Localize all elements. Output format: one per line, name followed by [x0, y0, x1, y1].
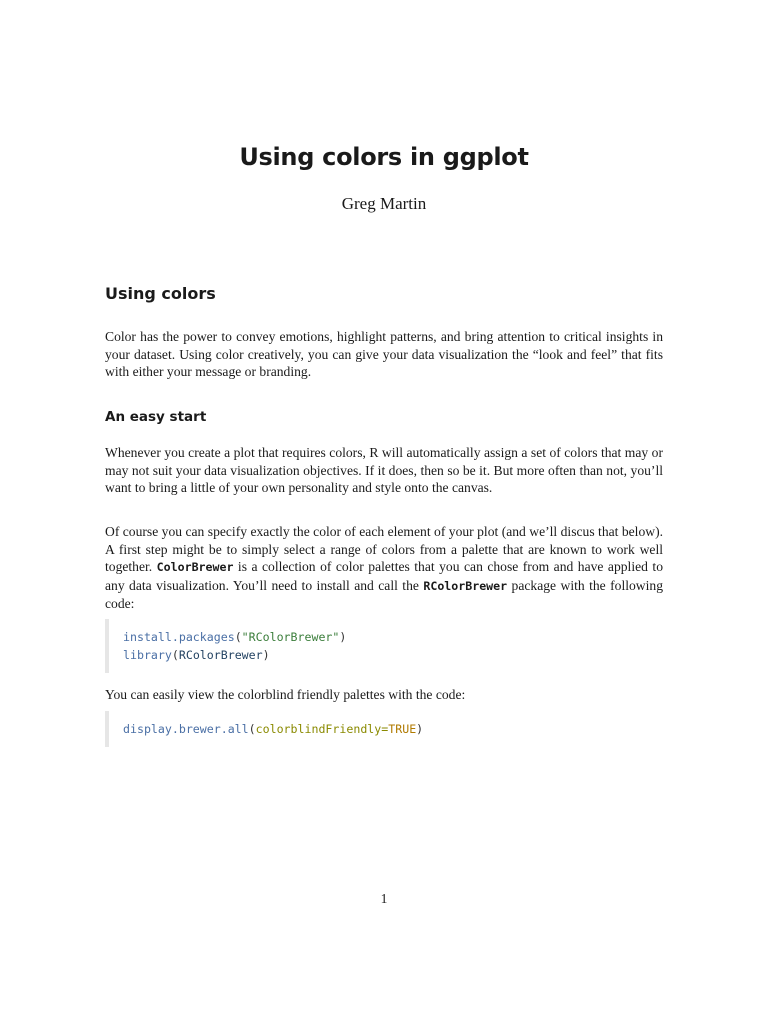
section-heading-using-colors: Using colors	[105, 284, 216, 303]
code-punct: )	[416, 722, 424, 736]
code-punct: )	[339, 630, 347, 644]
paragraph-text: package with the following code:	[105, 577, 663, 612]
code-string: "RColorBrewer"	[241, 630, 340, 644]
code-block-display	[105, 711, 663, 747]
code-punct: )	[262, 648, 270, 662]
paragraph-intro: Color has the power to convey emotions, highlight patterns, and bring attention to critical insights in your dataset. Using color creatively, you can give your data visualization the “look and feel” that fits with either your message or branding.	[105, 329, 663, 380]
code-punct: (	[234, 630, 242, 644]
paragraph-text: is a collection of color palettes that you can chose from and have applied to any data visualization. You’ll need to install and call the	[105, 559, 663, 593]
code-function: display.brewer.all	[123, 722, 249, 736]
code-identifier: RColorBrewer	[178, 648, 263, 662]
paragraph-easy-start-2	[105, 523, 663, 613]
code-function: install.packages	[123, 630, 235, 644]
code-line	[123, 720, 663, 738]
code-line	[123, 628, 663, 646]
document-author: Greg Martin	[341, 194, 427, 213]
paragraph-easy-start-3: You can easily view the colorblind friendly palettes with the code:	[105, 687, 466, 702]
subsection-heading-easy-start: An easy start	[105, 409, 207, 425]
inline-code-rcolorbrewer: RColorBrewer	[423, 578, 508, 593]
code-block-install	[105, 619, 663, 673]
code-punct: (	[171, 648, 179, 662]
code-function: library	[123, 648, 172, 662]
page-number: 1	[380, 891, 388, 906]
paragraph-easy-start-1: Whenever you create a plot that requires colors, R will automatically assign a set of colors that may or may not suit your data visualization objectives. If it does, then so be it. But more often than not, you’ll want to bring a little of your own personality and style onto the canvas.	[105, 445, 663, 496]
code-punct: (	[248, 722, 256, 736]
document-title: Using colors in ggplot	[239, 143, 529, 171]
code-argument: colorblindFriendly=	[255, 722, 389, 736]
inline-code-colorbrewer: ColorBrewer	[156, 560, 234, 575]
code-keyword: TRUE	[388, 722, 417, 736]
code-line	[123, 646, 663, 664]
paragraph-text: Of course you can specify exactly the color of each element of your plot (and we’ll discus that below). A first step might be to simply select a range of colors from a palette that are known to work well together.	[105, 524, 663, 575]
